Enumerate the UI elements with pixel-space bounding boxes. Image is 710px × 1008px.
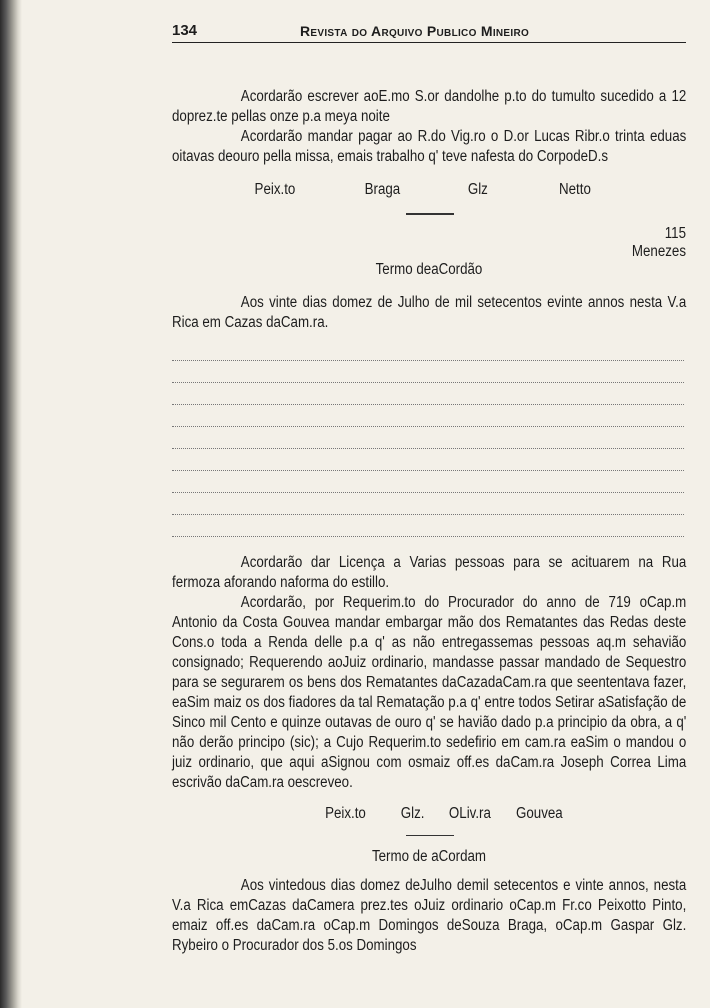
running-title: Revista do Arquivo Publico Mineiro [300,23,530,39]
dotted-omission-lines [172,339,686,537]
section-heading: Termo deaCordão [375,260,483,278]
page-number: 134 [172,22,198,39]
paragraph-sequestration: Acordarão, por Requerim.to do Procurador do anno de 719 oCap.m Antonio da Costa Gouvea mandar embargar mão dos Rematantes das Redas deste Cons.o toda a Renda delle p.a q' as não entregassemas pessoas aq.m sehavião consignado; Requerendo aoJuiz ordinario, mandasse passar mandado de Sequestro para se segurarem os bens dos Rematantes daCazadaCam.ra que seententava fazer, eaSim maiz os dos fiadores da tal Rematação p.a q' entre todos Setirar aSatisfação de Sinco mil Cento e quinze outavas de ouro q' se havião dado p.a principio da obra, a q' não derão principo (sic); a Cujo Requerim.to sedefirio em cam.ra eaSim o mandou o juiz ordinario, que aqui aSignou com osmaiz off.es daCam.ra Joseph Correa Lima escrivão daCam.ra oescreveo. [172,593,687,791]
signature: Braga [364,181,401,198]
dotted-line [172,339,684,361]
paragraph-payment-mass: Acordarão mandar pagar ao R.do Vig.ro o D.or Lucas Ribr.o trinta eduas oitavas deouro pella missa, emais trabalho q' teve nafesta do CorpodeD.s [172,128,687,165]
page-header [172,20,686,43]
dotted-line [172,493,684,515]
signature: OLiv.ra [448,804,491,822]
paragraph-letter-tumult: Acordarão escrever aoE.mo S.or dandolhe p.to do tumulto sucedido a 12 doprez.te pellas onze p.a meya noite [172,88,687,125]
document-page [172,20,686,956]
paragraph-session-opening: Aos vinte dias domez de Julho de mil setecentos evinte annos nesta V.a Rica em Cazas daCam.ra. [172,293,687,331]
signature: Glz [467,181,488,198]
dotted-line [172,449,684,471]
paragraph-session-22: Aos vintedous dias domez deJulho demil setecentos e vinte annos, nesta V.a Rica emCazas daCamera prez.tes oJuiz ordinario oCap.m Fr.co Peixotto Pinto, emaiz off.es daCam.ra oCap.m Domingos deSouza Braga, oCap.m Gaspar Glz. Rybeiro o Procurador dos 5.os Domingos [172,877,687,954]
signature: Peix.to [325,804,366,822]
dotted-line [172,515,684,537]
dotted-line [172,427,684,449]
signature-line-2 [172,805,686,827]
dotted-line [172,405,684,427]
dotted-line [172,471,684,493]
signature: Netto [559,181,591,198]
book-binding-shadow [0,0,22,1008]
marginal-name: Menezes [631,242,686,260]
dotted-line [172,383,684,405]
signature: Peix.to [254,181,296,198]
signature: Gouvea [516,804,563,822]
entry-number: 115 [664,224,686,242]
section-heading: Termo de aCordam [371,848,487,865]
signature: Glz. [400,804,425,822]
paragraph-licences: Acordarão dar Licença a Varias pessoas para se acituarem na Rua fermoza aforando naforma do estillo. [172,553,687,591]
signature-line-1 [172,181,686,203]
dotted-line [172,361,684,383]
